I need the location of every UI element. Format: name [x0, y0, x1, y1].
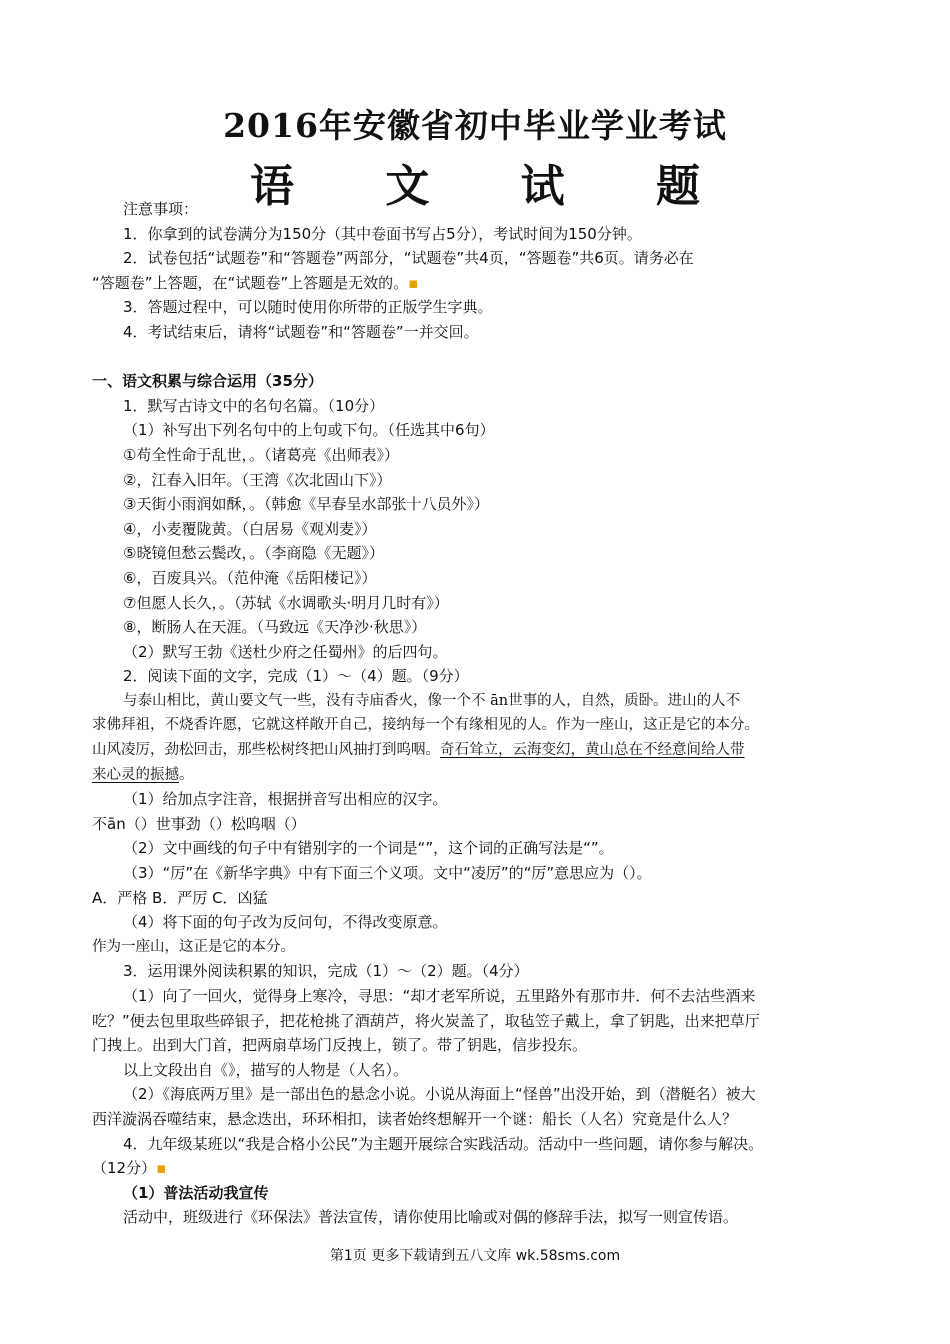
notes-item-text: “答题卷”上答题，在“试题卷”上答题是无效的。: [92, 273, 409, 292]
poem-item: ⑦但愿人长久，。（苏轼《水调歌头·明月几时有》）: [123, 593, 449, 612]
poem-item: ⑤晓镜但愁云鬓改，。（李商隐《无题》）: [123, 544, 384, 563]
notes-heading: 注意事项：: [123, 200, 199, 218]
section-heading: 一、语文积累与综合运用（35分）: [92, 372, 323, 391]
question-2-sub1-line: 不ān（）世事劲（）松呜咽（）: [92, 814, 306, 833]
passage-line: [92, 763, 852, 788]
exam-content: [92, 197, 852, 1230]
excerpt-line: 吃？”便去包里取些碎银子，把花枪挑了酒葫芦，将火炭盖了，取毡笠子戴上，拿了钥匙，出来把草厅: [92, 1011, 760, 1030]
question-2-sub4: （4）将下面的句子改为反问句，不得改变原意。: [123, 913, 448, 932]
question-3-sub2-line: 西洋漩涡吞噬结束，悬念迭出，环环相扣，读者始终想解开一个谜：船长（人名）究竟是什么人？: [92, 1109, 738, 1128]
poem-item: ③天街小雨润如酥，。（韩愈《早春呈水部张十八员外》）: [123, 495, 489, 514]
question-2-stem: 2．阅读下面的文字，完成（1）～（4）题。（9分）: [123, 667, 469, 686]
question-2-sub1: （1）给加点字注音，根据拼音写出相应的汉字。: [123, 790, 448, 809]
notes-item-continued: [92, 271, 852, 296]
question-4-sub1-text: 活动中，班级进行《环保法》普法宣传，请你使用比喻或对偶的修辞手法，拟写一则宣传语。: [123, 1208, 739, 1227]
poem-item: ①苟全性命于乱世，。（诸葛亮《出师表》）: [123, 445, 399, 464]
notes-item: 2．试卷包括“试题卷”和“答题卷”两部分，“试题卷”共4页，“答题卷”共6页。请务必在: [123, 249, 694, 268]
question-4-stem-continued: [92, 1156, 852, 1181]
passage-line: 求佛拜祖，不烧香许愿，它就这样敞开自己，接纳每一个有缘相见的人。作为一座山，这正是它的本分。: [92, 717, 759, 734]
question-3-sub1-question: 以上文段出自《》，描写的人物是（人名）。: [123, 1060, 409, 1079]
question-4-score: （12分）: [92, 1159, 157, 1178]
passage-text: 。: [179, 766, 194, 783]
edit-mark: ▪: [408, 273, 419, 292]
page-footer: 第1页 更多下载请到五八文库 wk.58sms.com: [329, 1248, 621, 1264]
question-1-stem: 1．默写古诗文中的名句名篇。（10分）: [123, 396, 385, 415]
poem-item: ⑥，百废具兴。（范仲淹《岳阳楼记》）: [123, 568, 377, 587]
question-2-sub3: （3）“厉”在《新华字典》中有下面三个义项。文中“凌厉”的“厉”意思应为（）。: [123, 864, 652, 883]
edit-mark: ▪: [156, 1159, 167, 1178]
question-2-sub4-sentence: 作为一座山，这正是它的本分。: [92, 938, 295, 955]
notes-item: 3．答题过程中，可以随时使用你所带的正版学生字典。: [123, 298, 493, 317]
underlined-sentence: 奇石耸立，云海变幻，黄山总在不经意间给人带: [440, 742, 745, 759]
exam-subtitle: 语 文 试 题: [250, 161, 738, 212]
spacer: [92, 345, 852, 370]
excerpt-line: 门拽上。出到大门首，把两扇草场门反拽上，锁了。带了钥匙，信步投东。: [92, 1036, 588, 1055]
poem-item: ②，江春入旧年。（王湾《次北固山下》）: [123, 470, 392, 489]
question-3-stem: 3．运用课外阅读积累的知识，完成（1）～（2）题。（4分）: [123, 962, 529, 981]
poem-item: ④，小麦覆陇黄。（白居易《观刈麦》）: [123, 519, 377, 538]
question-4-sub1-heading: （1）普法活动我宣传: [123, 1183, 269, 1202]
notes-item: 4．考试结束后，请将“试题卷”和“答题卷”一并交回。: [123, 322, 479, 341]
question-3-sub2-line: （2）《海底两万里》是一部出色的悬念小说。小说从海面上“怪兽”出没开始，到（潜艇名）被大: [123, 1085, 756, 1104]
passage-line: [92, 738, 852, 763]
notes-item: 1．你拿到的试卷满分为150分（其中卷面书写占5分），考试时间为150分钟。: [123, 224, 642, 243]
question-2-sub3-options: A．严格 B．严厉 C．凶猛: [92, 888, 268, 907]
underlined-sentence: 来心灵的振撼: [92, 766, 179, 783]
excerpt-line: （1）向了一回火，觉得身上寒冷，寻思：“却才老军所说，五里路外有那市井．何不去沽些酒来: [123, 987, 756, 1005]
question-1-sub2: （2）默写王勃《送杜少府之任蜀州》的后四句。: [123, 642, 448, 661]
passage-text: 山风凌厉，劲松回击，那些松树终把山风抽打到呜咽。: [92, 742, 440, 759]
question-4-stem: 4．九年级某班以“我是合格小公民”为主题开展综合实践活动。活动中一些问题，请你参与解决。: [123, 1134, 764, 1153]
passage-line: 与泰山相比，黄山要文气一些，没有寺庙香火，像一个不 ān世事的人，自然，质卧。进山的人不: [123, 692, 741, 709]
question-1-sub1: （1）补写出下列名句中的上句或下句。（任选其中6句）: [123, 421, 495, 440]
exam-title: 2016年安徽省初中毕业学业考试: [223, 106, 727, 145]
question-2-sub2: （2）文中画线的句子中有错别字的一个词是“”，这个词的正确写法是“”。: [123, 839, 614, 858]
poem-item: ⑧，断肠人在天涯。（马致远《天净沙·秋思》）: [123, 618, 427, 637]
